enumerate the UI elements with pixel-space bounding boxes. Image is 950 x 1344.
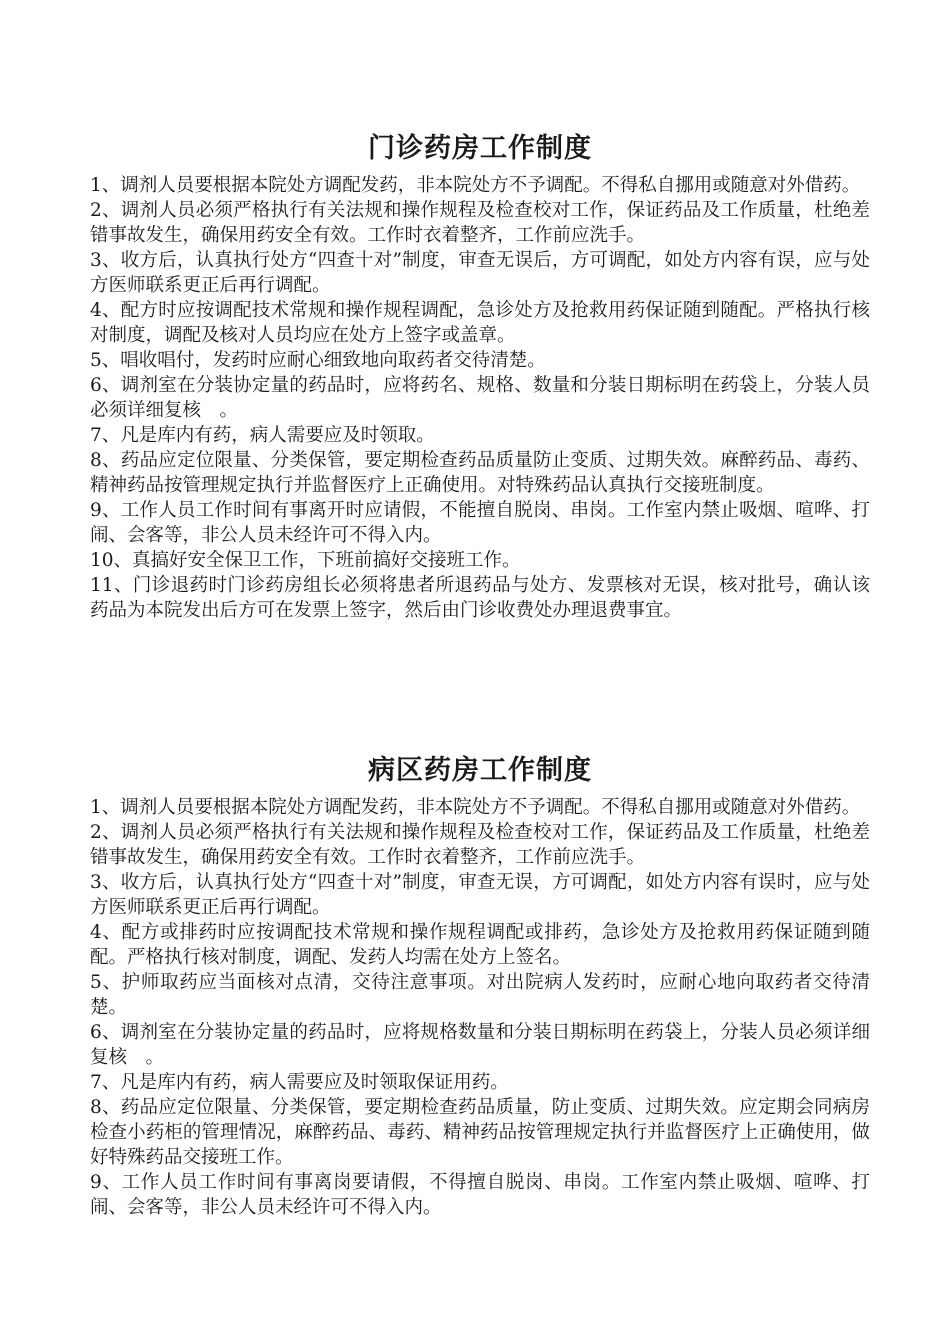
rule-item: 10、真搞好安全保卫工作，下班前搞好交接班工作。 [90, 550, 521, 571]
rule-item: 4、配方时应按调配技术常规和操作规程调配，急诊处方及抢救用药保证随到随配。严格执行核对制度，调配及核对人员均应在处方上签字或盖章。 [90, 300, 870, 346]
section-title: 病区药房工作制度 [368, 755, 592, 786]
rule-item: 7、凡是库内有药，病人需要应及时领取保证用药。 [90, 1072, 509, 1093]
rule-list [90, 173, 870, 623]
rule-item: 9、工作人员工作时间有事离岗要请假，不得擅自脱岗、串岗。工作室内禁止吸烟、喧哗、打闹、会客等，非公人员未经许可不得入内。 [90, 1172, 870, 1218]
rule-item: 3、收方后，认真执行处方“四查十对”制度，审查无误，方可调配，如处方内容有误时，应与处方医师联系更正后再行调配。 [90, 872, 870, 918]
section-outpatient-pharmacy [90, 130, 870, 623]
rule-item: 8、药品应定位限量、分类保管，要定期检查药品质量防止变质、过期失效。麻醉药品、毒药、精神药品按管理规定执行并监督医疗上正确使用。对特殊药品认真执行交接班制度。 [90, 450, 870, 496]
rule-item: 2、调剂人员必须严格执行有关法规和操作规程及检查校对工作，保证药品及工作质量，杜绝差错事故发生，确保用药安全有效。工作时衣着整齐，工作前应洗手。 [90, 200, 870, 246]
rule-item: 6、调剂室在分装协定量的药品时，应将药名、规格、数量和分装日期标明在药袋上，分装人员必须详细复核 。 [90, 375, 870, 421]
rule-item: 3、收方后，认真执行处方“四查十对”制度，审查无误后，方可调配，如处方内容有误，应与处方医师联系更正后再行调配。 [90, 250, 870, 296]
rule-item: 4、配方或排药时应按调配技术常规和操作规程调配或排药，急诊处方及抢救用药保证随到随配。严格执行核对制度，调配、发药人均需在处方上签名。 [90, 922, 870, 968]
rule-item: 7、凡是库内有药，病人需要应及时领取。 [90, 425, 435, 446]
rule-item: 1、调剂人员要根据本院处方调配发药，非本院处方不予调配。不得私自挪用或随意对外借药。 [90, 175, 861, 196]
rule-item: 6、调剂室在分装协定量的药品时，应将规格数量和分装日期标明在药袋上，分装人员必须详细复核 。 [90, 1022, 870, 1068]
rule-list [90, 795, 870, 1220]
rule-item: 5、护师取药应当面核对点清，交待注意事项。对出院病人发药时，应耐心地向取药者交待清楚。 [90, 972, 870, 1018]
rule-item: 1、调剂人员要根据本院处方调配发药，非本院处方不予调配。不得私自挪用或随意对外借药。 [90, 797, 861, 818]
rule-item: 9、工作人员工作时间有事离开时应请假，不能擅自脱岗、串岗。工作室内禁止吸烟、喧哗、打闹、会客等，非公人员未经许可不得入内。 [90, 500, 870, 546]
rule-item: 8、药品应定位限量、分类保管，要定期检查药品质量，防止变质、过期失效。应定期会同病房检查小药柜的管理情况，麻醉药品、毒药、精神药品按管理规定执行并监督医疗上正确使用，做好特殊药品交接班工作。 [90, 1097, 870, 1168]
section-title: 门诊药房工作制度 [368, 133, 592, 164]
rule-item: 11、门诊退药时门诊药房组长必须将患者所退药品与处方、发票核对无误，核对批号，确认该药品为本院发出后方可在发票上签字，然后由门诊收费处办理退费事宜。 [90, 575, 870, 621]
rule-item: 2、调剂人员必须严格执行有关法规和操作规程及检查校对工作，保证药品及工作质量，杜绝差错事故发生，确保用药安全有效。工作时衣着整齐，工作前应洗手。 [90, 822, 870, 868]
section-ward-pharmacy [90, 752, 870, 1220]
rule-item: 5、唱收唱付，发药时应耐心细致地向取药者交待清楚。 [90, 350, 546, 371]
